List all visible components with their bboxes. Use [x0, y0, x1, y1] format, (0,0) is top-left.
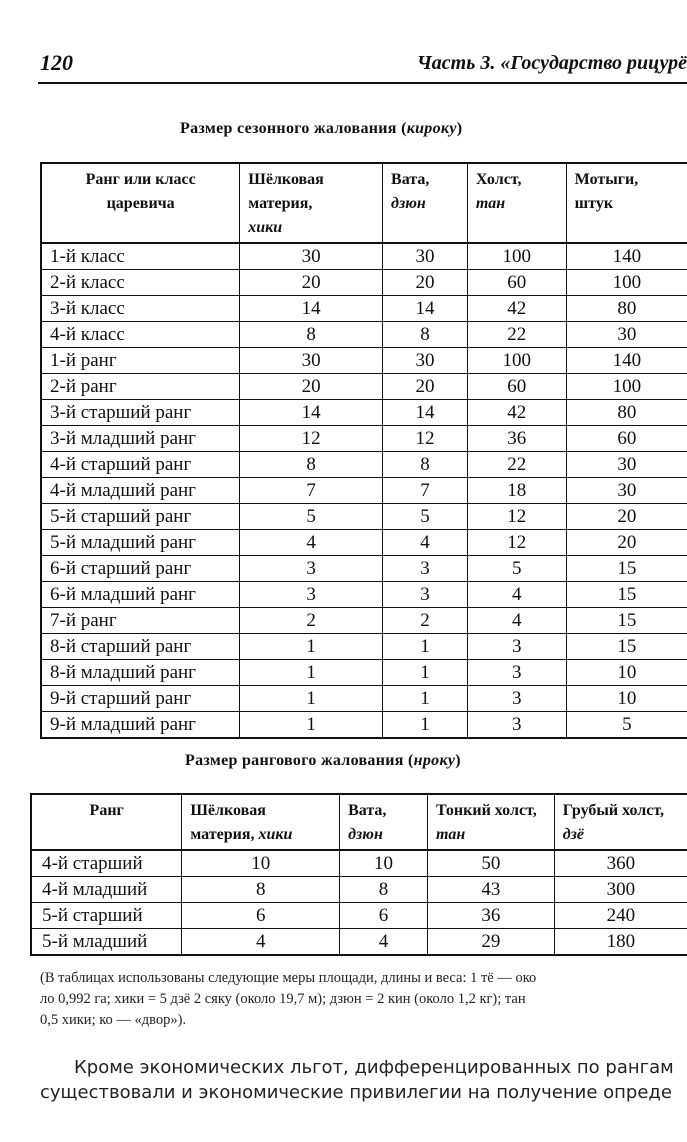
value-cell: 30	[383, 243, 468, 270]
value-cell: 30	[240, 243, 383, 270]
value-cell: 1	[240, 634, 383, 660]
rank-cell: 1-й класс	[41, 243, 240, 270]
rank-cell: 3-й класс	[41, 296, 240, 322]
table-row	[31, 850, 687, 877]
rank-cell: 4-й класс	[41, 322, 240, 348]
table-row	[41, 504, 687, 530]
running-title: Часть 3. «Государство рицурё	[416, 52, 687, 74]
table-row	[41, 270, 687, 296]
value-cell: 6	[340, 903, 428, 929]
rank-cell: 3-й младший ранг	[41, 426, 240, 452]
table1-col-header: Шёлковая материя, хики	[240, 163, 383, 243]
value-cell: 3	[467, 686, 566, 712]
value-cell: 3	[467, 712, 566, 739]
value-cell: 4	[182, 929, 340, 956]
value-cell: 15	[566, 608, 687, 634]
table-row	[41, 296, 687, 322]
value-cell: 140	[566, 348, 687, 374]
value-cell: 8	[240, 322, 383, 348]
table2-col-header: Тонкий холст, тан	[427, 794, 554, 850]
value-cell: 1	[383, 686, 468, 712]
table2-col-header: Шёлковая материя, хики	[182, 794, 340, 850]
value-cell: 240	[554, 903, 687, 929]
value-cell: 100	[566, 374, 687, 400]
value-cell: 10	[566, 686, 687, 712]
value-cell: 3	[240, 582, 383, 608]
rank-cell: 8-й младший ранг	[41, 660, 240, 686]
value-cell: 10	[566, 660, 687, 686]
table-row	[31, 877, 687, 903]
table2-body	[31, 850, 687, 955]
table-row	[41, 452, 687, 478]
rank-cell: 2-й ранг	[41, 374, 240, 400]
value-cell: 10	[340, 850, 428, 877]
rank-cell: 8-й старший ранг	[41, 634, 240, 660]
value-cell: 4	[467, 608, 566, 634]
value-cell: 100	[566, 270, 687, 296]
value-cell: 100	[467, 243, 566, 270]
value-cell: 8	[383, 322, 468, 348]
value-cell: 30	[383, 348, 468, 374]
body-paragraph	[40, 1055, 687, 1105]
value-cell: 36	[427, 903, 554, 929]
value-cell: 2	[240, 608, 383, 634]
value-cell: 6	[182, 903, 340, 929]
table-row	[41, 400, 687, 426]
value-cell: 15	[566, 582, 687, 608]
table-row	[41, 426, 687, 452]
table1-col-header: Ранг или класс царевича	[41, 163, 240, 243]
table2-col-header: Грубый холст, дзё	[554, 794, 687, 850]
value-cell: 30	[566, 478, 687, 504]
rank-cell: 5-й младший ранг	[41, 530, 240, 556]
seasonal-salary-table	[40, 162, 687, 739]
value-cell: 5	[467, 556, 566, 582]
table-row	[41, 712, 687, 739]
value-cell: 18	[467, 478, 566, 504]
footnote-line: (В таблицах использованы следующие меры площади, длины и веса: 1 тё — око	[40, 970, 537, 986]
value-cell: 2	[383, 608, 468, 634]
table-row	[41, 348, 687, 374]
value-cell: 22	[467, 322, 566, 348]
rank-cell: 9-й младший ранг	[41, 712, 240, 739]
value-cell: 4	[467, 582, 566, 608]
value-cell: 60	[467, 270, 566, 296]
value-cell: 3	[467, 634, 566, 660]
table1-col-header: Мотыги, штук	[566, 163, 687, 243]
value-cell: 36	[467, 426, 566, 452]
value-cell: 60	[566, 426, 687, 452]
value-cell: 30	[240, 348, 383, 374]
value-cell: 14	[240, 296, 383, 322]
value-cell: 60	[467, 374, 566, 400]
table-row	[41, 374, 687, 400]
table1-header-row	[41, 163, 687, 243]
value-cell: 20	[240, 374, 383, 400]
table-row	[41, 478, 687, 504]
table-row	[31, 929, 687, 956]
rank-cell: 5-й младший	[31, 929, 182, 956]
value-cell: 180	[554, 929, 687, 956]
rank-cell: 2-й класс	[41, 270, 240, 296]
value-cell: 4	[383, 530, 468, 556]
value-cell: 12	[240, 426, 383, 452]
rank-cell: 4-й младший ранг	[41, 478, 240, 504]
value-cell: 20	[566, 504, 687, 530]
table-row	[41, 243, 687, 270]
table-row	[41, 556, 687, 582]
value-cell: 15	[566, 556, 687, 582]
rank-cell: 1-й ранг	[41, 348, 240, 374]
value-cell: 1	[383, 660, 468, 686]
table-row	[41, 530, 687, 556]
value-cell: 43	[427, 877, 554, 903]
table1-body	[41, 243, 687, 738]
body-line: Кроме экономических льгот, дифференцированных по рангам	[74, 1057, 674, 1078]
table-row	[31, 903, 687, 929]
rank-cell: 5-й старший ранг	[41, 504, 240, 530]
rank-cell: 7-й ранг	[41, 608, 240, 634]
value-cell: 3	[383, 582, 468, 608]
rank-cell: 4-й младший	[31, 877, 182, 903]
value-cell: 3	[240, 556, 383, 582]
value-cell: 20	[383, 374, 468, 400]
rank-cell: 6-й старший ранг	[41, 556, 240, 582]
value-cell: 14	[383, 400, 468, 426]
rank-cell: 4-й старший	[31, 850, 182, 877]
table2-title-term: нроку	[413, 752, 456, 769]
value-cell: 12	[467, 530, 566, 556]
footnote	[40, 968, 687, 1031]
value-cell: 5	[240, 504, 383, 530]
rank-cell: 3-й старший ранг	[41, 400, 240, 426]
rank-salary-table	[30, 793, 687, 956]
value-cell: 22	[467, 452, 566, 478]
table2-title: Размер рангового жалования (нроку)	[185, 752, 461, 769]
rank-cell: 6-й младший ранг	[41, 582, 240, 608]
table2-header-row	[31, 794, 687, 850]
table-row	[41, 608, 687, 634]
body-line: существовали и экономические привилегии на получение опреде	[40, 1082, 672, 1103]
rank-cell: 9-й старший ранг	[41, 686, 240, 712]
table-row	[41, 322, 687, 348]
value-cell: 1	[240, 712, 383, 739]
footnote-line: ло 0,992 га; хики = 5 дзё 2 сяку (около 19,7 м); дзюн = 2 кин (около 1,2 кг); тан	[40, 991, 526, 1007]
value-cell: 10	[182, 850, 340, 877]
value-cell: 8	[182, 877, 340, 903]
table-row	[41, 634, 687, 660]
value-cell: 1	[383, 634, 468, 660]
value-cell: 3	[383, 556, 468, 582]
value-cell: 5	[566, 712, 687, 739]
value-cell: 4	[340, 929, 428, 956]
page-header	[38, 50, 687, 84]
value-cell: 3	[467, 660, 566, 686]
value-cell: 29	[427, 929, 554, 956]
value-cell: 80	[566, 400, 687, 426]
value-cell: 1	[240, 686, 383, 712]
value-cell: 42	[467, 296, 566, 322]
value-cell: 7	[240, 478, 383, 504]
value-cell: 8	[383, 452, 468, 478]
value-cell: 8	[340, 877, 428, 903]
value-cell: 42	[467, 400, 566, 426]
value-cell: 20	[383, 270, 468, 296]
footnote-line: 0,5 хики; ко — «двор»).	[40, 1012, 187, 1028]
value-cell: 140	[566, 243, 687, 270]
value-cell: 14	[240, 400, 383, 426]
value-cell: 14	[383, 296, 468, 322]
value-cell: 15	[566, 634, 687, 660]
table-row	[41, 582, 687, 608]
table1-title-term: кироку	[406, 120, 457, 137]
table1-col-header: Холст, тан	[467, 163, 566, 243]
value-cell: 8	[240, 452, 383, 478]
table2-col-header: Вата, дзюн	[340, 794, 428, 850]
value-cell: 7	[383, 478, 468, 504]
table1-title: Размер сезонного жалования (кироку)	[180, 120, 463, 137]
value-cell: 80	[566, 296, 687, 322]
table1-col-header: Вата, дзюн	[383, 163, 468, 243]
value-cell: 1	[240, 660, 383, 686]
value-cell: 50	[427, 850, 554, 877]
value-cell: 1	[383, 712, 468, 739]
value-cell: 12	[383, 426, 468, 452]
value-cell: 20	[240, 270, 383, 296]
rank-cell: 5-й старший	[31, 903, 182, 929]
rank-cell: 4-й старший ранг	[41, 452, 240, 478]
table-row	[41, 660, 687, 686]
value-cell: 5	[383, 504, 468, 530]
value-cell: 4	[240, 530, 383, 556]
value-cell: 360	[554, 850, 687, 877]
value-cell: 20	[566, 530, 687, 556]
page-number: 120	[40, 50, 73, 75]
table2-col-header: Ранг	[31, 794, 182, 850]
value-cell: 30	[566, 322, 687, 348]
value-cell: 100	[467, 348, 566, 374]
table-row	[41, 686, 687, 712]
value-cell: 12	[467, 504, 566, 530]
value-cell: 300	[554, 877, 687, 903]
value-cell: 30	[566, 452, 687, 478]
